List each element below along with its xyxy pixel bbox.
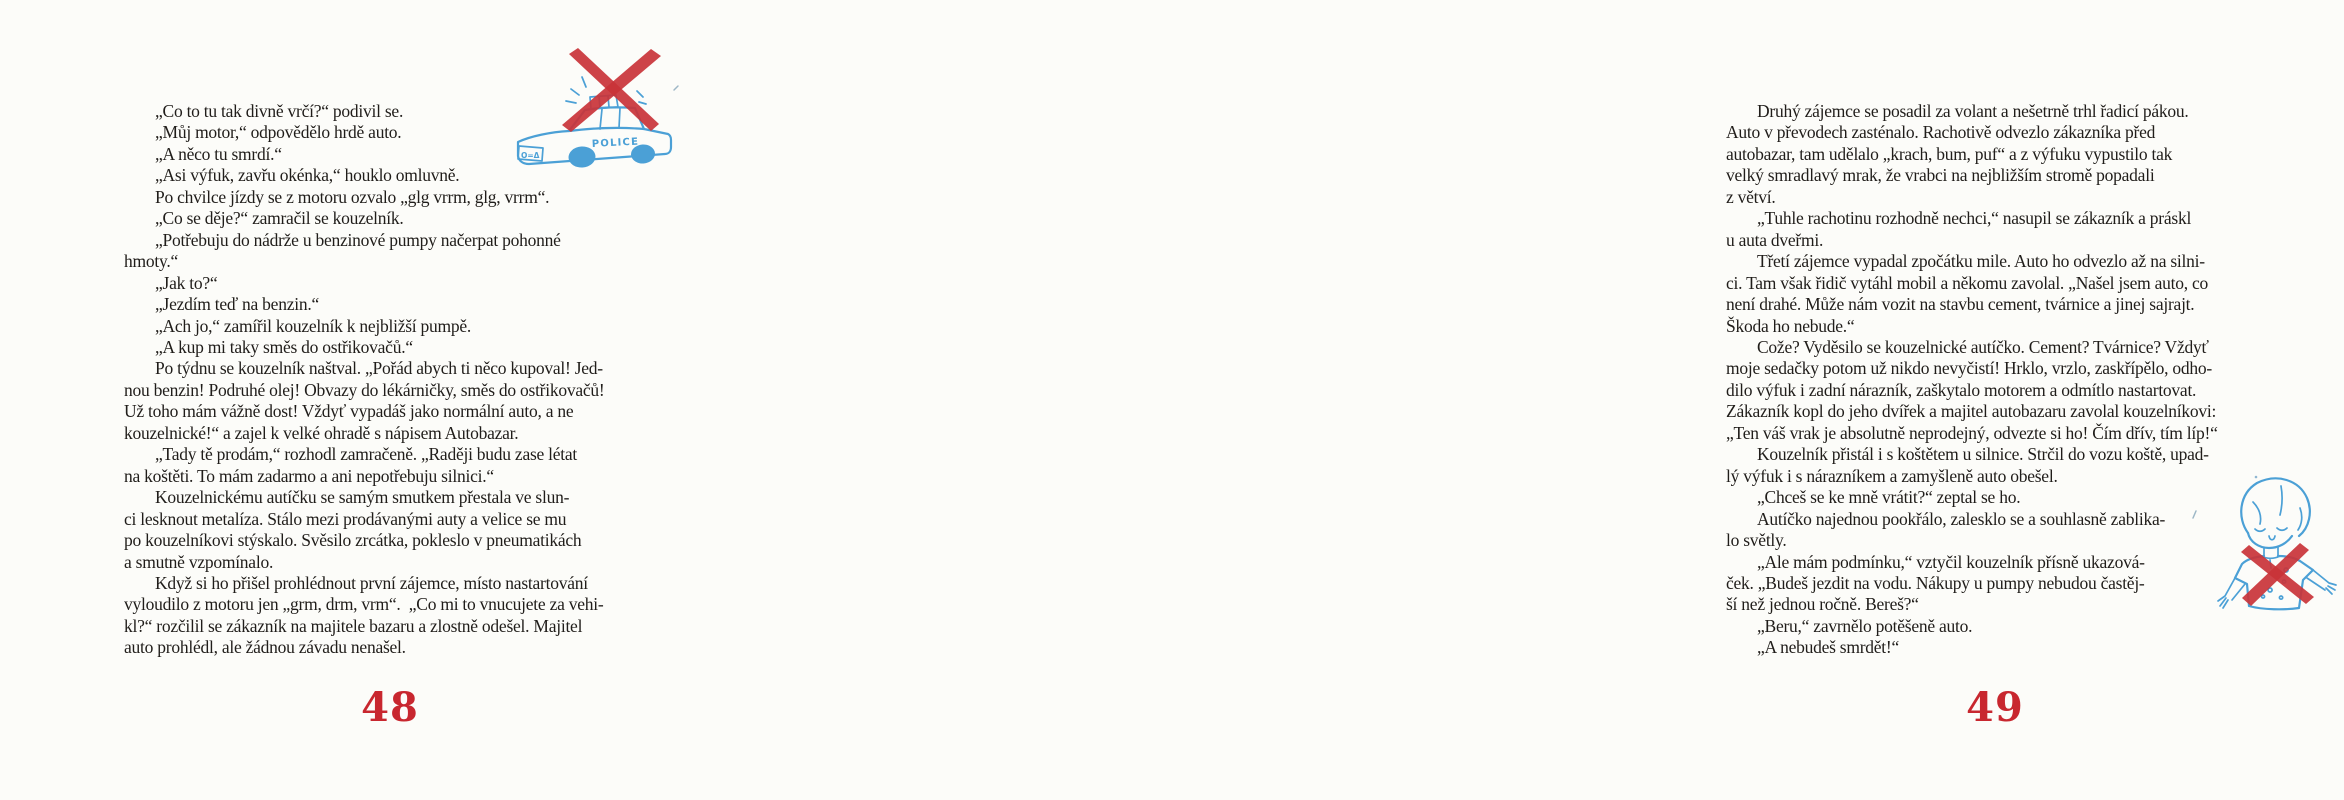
child-nose: [2269, 536, 2275, 540]
license-plate-text: O=Δ: [521, 151, 540, 160]
police-label: POLICE: [591, 136, 640, 150]
text-line: moje sedačky potom už nikdo nevyčistí! Hrklo, vrzlo, zaskřípělo, odho-: [1726, 358, 2212, 379]
text-line: ci lesknout metalíza. Stálo mezi prodávanými auty a velice se mu: [124, 508, 567, 529]
text-line: „A něco tu smrdí.“: [155, 143, 282, 164]
text-line: nou benzin! Podruhé olej! Obvazy do lékárničky, směs do ostřikovačů!: [124, 379, 605, 400]
text-line: auto prohlédl, ale žádnou závadu nenašel.: [124, 637, 406, 658]
text-line: na koštěti. To mám zadarmo a ani nepotřebuju silnici.“: [124, 465, 494, 486]
text-line: „Ten váš vrak je absolutně neprodejný, odvezte si ho! Čím dřív, tím líp!“: [1726, 422, 2218, 443]
text-line: „Tuhle rachotinu rozhodně nechci,“ nasupil se zákazník a práskl: [1757, 208, 2192, 229]
text-line: dilo výfuk i zadní nárazník, zaškytalo motorem a odmítlo nastartovat.: [1726, 379, 2197, 400]
child-eyes: [2255, 528, 2287, 531]
ink-speck: [674, 86, 678, 90]
right-page: [799, 0, 2218, 800]
text-line: autobazar, tam udělalo „krach, bum, puf“ a z výfuku vypustilo tak: [1726, 143, 2173, 164]
text-line: Po týdnu se kouzelník naštval. „Pořád abych ti něco kupoval! Jed-: [155, 358, 603, 379]
text-line: lo světly.: [1726, 530, 1787, 551]
text-line: „Co se děje?“ zamračil se kouzelník.: [155, 208, 404, 229]
text-line: Auto v převodech zasténalo. Rachotivě odvezlo zákazníka před: [1726, 122, 2156, 143]
text-line: není drahé. Může nám vozit na stavbu cement, tvárnice a jinej sajrajt.: [1726, 294, 2195, 315]
text-line: „Co to tu tak divně vrčí?“ podivil se.: [155, 101, 404, 121]
child-illustration: [2189, 466, 2344, 634]
text-line: „Jezdím teď na benzin.“: [155, 294, 319, 315]
text-line: vyloudilo z motoru jen „grm, drm, vrm“. „Co mi to vnucujete za vehi-: [124, 594, 604, 615]
text-line: „A kup mi taky směs do ostřikovačů.“: [155, 336, 413, 357]
text-line: „Ach jo,“ zamířil kouzelník k nejbližší pumpě.: [155, 315, 472, 336]
text-line: lý výfuk i s nárazníkem a zamyšleně auto obešel.: [1726, 465, 2058, 486]
text-line: „Tady tě prodám,“ rozhodl zamračeně. „Raději budu zase létat: [155, 444, 578, 465]
text-line: velký smradlavý mrak, že vrabci na nejbližším stromě popadali: [1726, 165, 2155, 186]
text-line: Už toho mám vážně dost! Vždyť vypadáš jako normální auto, a ne: [124, 401, 574, 422]
text-line: Škoda ho nebude.“: [1726, 315, 1855, 336]
text-line: „Potřebuju do nádrže u benzinové pumpy načerpat pohonné: [155, 229, 561, 250]
text-line: ci. Tam však řidič vytáhl mobil a někomu zavolal. „Našel jsem auto, co: [1726, 272, 2208, 293]
child-left-arm: [2218, 578, 2245, 608]
text-line: „Chceš se ke mně vrátit?“ zeptal se ho.: [1757, 487, 2021, 508]
text-line: Druhý zájemce se posadil za volant a nešetrně trhl řadicí pákou.: [1757, 101, 2189, 121]
left-page-text: [124, 101, 605, 659]
text-line: po kouzelníkovi stýskalo. Svěsilo zrcátka, pokleslo v pneumatikách: [124, 530, 582, 551]
left-page: [0, 0, 799, 800]
text-line: u auta dveřmi.: [1726, 229, 1824, 250]
child-right-arm: [2307, 570, 2336, 594]
text-line: Kouzelnickému autíčku se samým smutkem přestala ve slun-: [155, 487, 570, 508]
text-line: „A nebudeš smrdět!“: [1757, 637, 1900, 658]
ink-speck: [2193, 511, 2196, 518]
text-line: Zákazník kopl do jeho dvířek a majitel autobazaru zavolal kouzelníkovi:: [1726, 401, 2217, 422]
text-line: ček. „Budeš jezdit na vodu. Nákupy u pumpy nebudou častěj-: [1726, 572, 2145, 593]
text-line: „Asi výfuk, zavřu okénka,“ houklo omluvně.: [155, 165, 460, 186]
text-line: Po chvilce jízdy se z motoru ozvalo „glg vrrm, glg, vrrm“.: [155, 186, 550, 207]
text-line: hmoty.“: [124, 251, 178, 272]
right-page-number: 49: [1966, 684, 2024, 731]
text-line: Kouzelník přistál i s koštětem u silnice. Strčil do vozu koště, upad-: [1757, 444, 2209, 465]
text-line: Autíčko najednou pookřálo, zalesklo se a souhlasně zablika-: [1757, 508, 2166, 529]
text-line: Cože? Vyděsilo se kouzelnické autíčko. Cement? Tvárnice? Vždyť: [1757, 336, 2209, 357]
text-line: Třetí zájemce vypadal zpočátku mile. Auto ho odvezlo až na silni-: [1757, 251, 2205, 272]
text-line: „Jak to?“: [155, 272, 218, 293]
left-page-number: 48: [361, 684, 419, 731]
text-line: z větví.: [1726, 186, 1776, 207]
text-line: Když si ho přišel prohlédnout první zájemce, místo nastartování: [155, 572, 588, 593]
child-bangs: [2253, 486, 2302, 530]
text-line: kouzelnické!“ a zajel k velké ohradě s nápisem Autobazar.: [124, 422, 519, 443]
text-line: „Beru,“ zavrnělo potěšeně auto.: [1757, 615, 1973, 636]
text-line: a smutně vzpomínalo.: [124, 551, 274, 572]
text-line: kl?“ rozčilil se zákazník na majitele bazaru a zlostně odešel. Majitel: [124, 615, 583, 636]
text-line: „Ale mám podmínku,“ vztyčil kouzelník přísně ukazová-: [1757, 551, 2145, 572]
right-page-text: [1726, 101, 2218, 659]
child-face: [2248, 533, 2292, 548]
ink-speck: [2255, 476, 2258, 479]
text-line: ší než jednou ročně. Bereš?“: [1726, 594, 1919, 615]
text-line: „Můj motor,“ odpovědělo hrdě auto.: [155, 122, 402, 143]
